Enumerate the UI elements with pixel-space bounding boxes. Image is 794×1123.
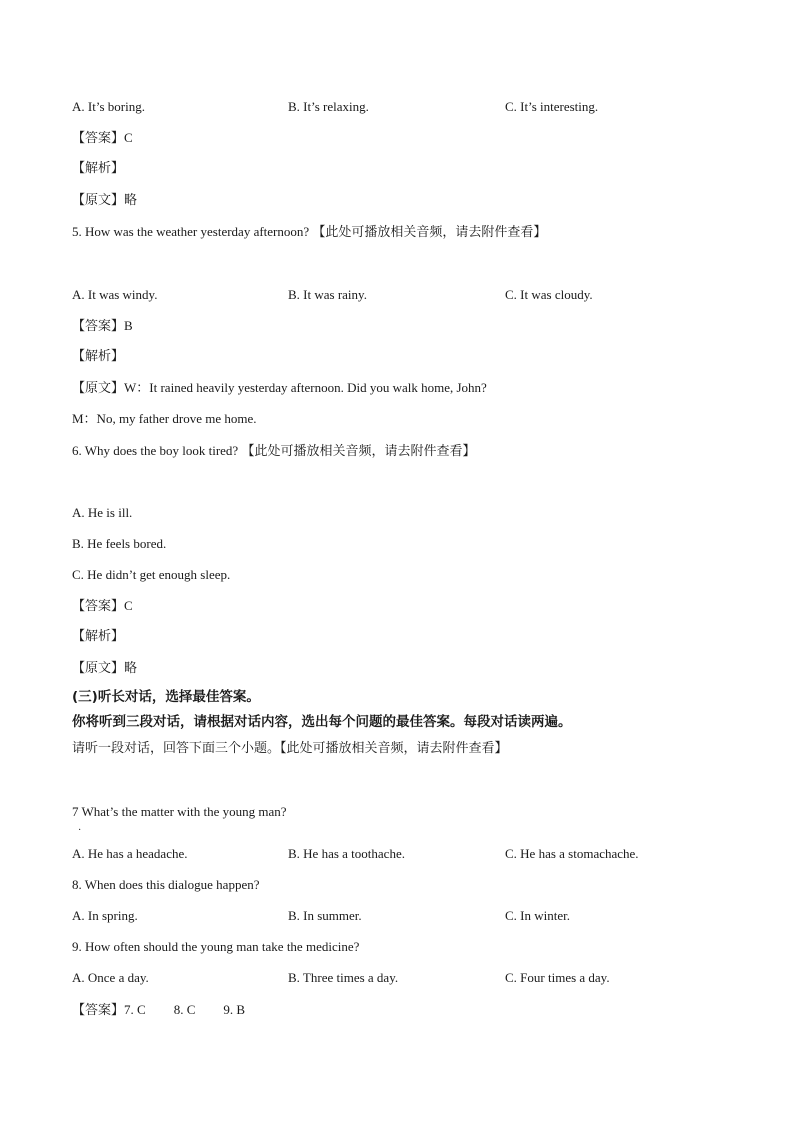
answer-label: 【答案】	[72, 319, 125, 334]
q9-question: 9. How often should the young man take the medicine?	[72, 939, 360, 954]
q5-analysis: 【解析】	[72, 349, 125, 364]
q5-original-m: M：No, my father drove me home.	[72, 411, 257, 426]
answer-value: C	[124, 598, 133, 613]
q6-question	[72, 442, 475, 461]
original-label: 【原文】	[72, 381, 125, 396]
answer-8: 8. C	[173, 1002, 196, 1017]
q9-option-c: C. Four times a day.	[505, 970, 610, 985]
answer-7: 7. C	[124, 1002, 146, 1017]
q6-option-a: A. He is ill.	[72, 505, 133, 520]
q7-option-a: A. He has a headache.	[72, 846, 188, 861]
q7-option-c: C. He has a stomachache.	[505, 846, 639, 861]
question-text: 5. How was the weather yesterday afternoon?	[72, 224, 310, 239]
answer-value: C	[124, 130, 133, 145]
q8-option-b: B. In summer.	[288, 908, 362, 923]
q6-answer	[72, 597, 133, 616]
answer-label: 【答案】	[72, 1003, 125, 1018]
section3-heading: (三)听长对话，选择最佳答案。	[72, 689, 260, 705]
section3-prompt	[72, 740, 508, 758]
q4-analysis: 【解析】	[72, 161, 125, 176]
q4-option-a: A. It’s boring.	[72, 99, 145, 114]
q7-option-b: B. He has a toothache.	[288, 846, 405, 861]
q9-option-b: B. Three times a day.	[288, 970, 399, 985]
audio-note[interactable]: 【此处可播放相关音频，请去附件查看】	[312, 225, 547, 240]
q5-original	[72, 379, 487, 398]
prompt-text: 请听一段对话，回答下面三个小题。	[72, 741, 281, 756]
original-label: 【原文】	[72, 193, 125, 208]
q5-option-b: B. It was rainy.	[288, 287, 367, 302]
q8-option-c: C. In winter.	[505, 908, 570, 923]
audio-note[interactable]: 【此处可播放相关音频，请去附件查看】	[241, 444, 476, 459]
q6-original	[72, 659, 137, 678]
q4-options	[72, 98, 732, 116]
original-label: 【原文】	[72, 661, 125, 676]
q6-option-c: C. He didn’t get enough sleep.	[72, 567, 231, 582]
q6-analysis: 【解析】	[72, 629, 125, 644]
answers-7-9	[72, 1001, 245, 1020]
q4-answer	[72, 129, 133, 148]
q6-option-b: B. He feels bored.	[72, 536, 167, 551]
q7-question: 7 What’s the matter with the young man?	[72, 804, 287, 819]
q5-option-a: A. It was windy.	[72, 287, 158, 302]
section3-instruction: 你将听到三段对话，请根据对话内容，选出每个问题的最佳答案。每段对话读两遍。	[72, 714, 572, 730]
q5-question	[72, 223, 546, 242]
q5-option-c: C. It was cloudy.	[505, 287, 593, 302]
q7-options	[72, 845, 732, 863]
q4-option-b: B. It’s relaxing.	[288, 99, 369, 114]
q8-option-a: A. In spring.	[72, 908, 138, 923]
answer-label: 【答案】	[72, 599, 125, 614]
q9-option-a: A. Once a day.	[72, 970, 149, 985]
answer-9: 9. B	[223, 1002, 246, 1017]
q4-option-c: C. It’s interesting.	[505, 99, 599, 114]
audio-note[interactable]: 【此处可播放相关音频，请去附件查看】	[280, 741, 508, 756]
answer-value: B	[124, 318, 133, 333]
q5-answer	[72, 317, 133, 336]
answer-label: 【答案】	[72, 131, 125, 146]
q8-question: 8. When does this dialogue happen?	[72, 877, 260, 892]
question-text: 6. Why does the boy look tired?	[72, 443, 239, 458]
q8-options	[72, 907, 732, 925]
q9-options	[72, 969, 732, 987]
original-text-w: W：It rained heavily yesterday afternoon. Did you walk home, John?	[124, 380, 487, 395]
original-text: 略	[124, 661, 138, 676]
stray-dot: ·	[78, 825, 82, 836]
q4-original	[72, 191, 137, 210]
original-text: 略	[124, 193, 138, 208]
q5-options	[72, 286, 732, 304]
